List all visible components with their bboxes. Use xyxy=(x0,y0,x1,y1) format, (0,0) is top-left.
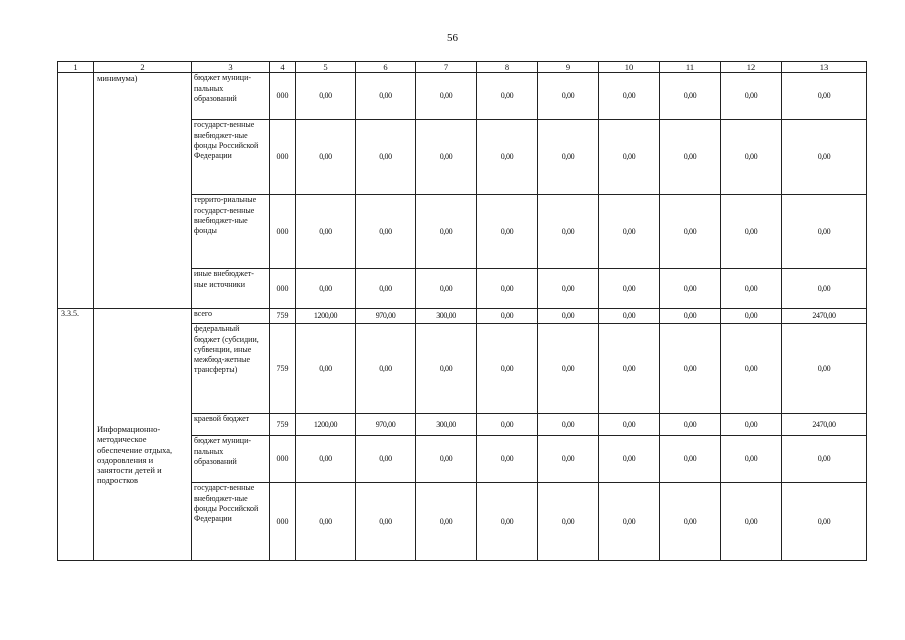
header-cell: 2 xyxy=(94,62,192,73)
header-cell: 10 xyxy=(599,62,660,73)
value-cell: 0,00 xyxy=(660,414,721,436)
value-cell: 0,00 xyxy=(538,436,599,483)
value-cell: 0,00 xyxy=(660,195,721,269)
value-cell: 0,00 xyxy=(721,269,782,309)
value-cell: 970,00 xyxy=(356,414,416,436)
value-cell: 0,00 xyxy=(660,436,721,483)
code-cell: 000 xyxy=(270,483,296,561)
code-cell: 000 xyxy=(270,120,296,195)
funding-source-cell: федеральный бюджет (субсидии, субвенции, иные межбюд-жетные трансферты) xyxy=(192,324,270,414)
value-cell: 0,00 xyxy=(477,324,538,414)
value-cell: 0,00 xyxy=(296,324,356,414)
value-cell: 0,00 xyxy=(660,120,721,195)
value-cell: 0,00 xyxy=(538,120,599,195)
value-cell: 0,00 xyxy=(477,414,538,436)
value-cell: 0,00 xyxy=(660,324,721,414)
value-cell: 0,00 xyxy=(660,309,721,324)
value-cell: 0,00 xyxy=(416,73,477,120)
value-cell: 0,00 xyxy=(477,436,538,483)
value-cell: 0,00 xyxy=(599,414,660,436)
value-cell: 0,00 xyxy=(416,483,477,561)
value-cell: 0,00 xyxy=(356,73,416,120)
value-cell: 300,00 xyxy=(416,309,477,324)
value-cell: 0,00 xyxy=(721,309,782,324)
value-cell: 2470,00 xyxy=(782,309,867,324)
value-cell: 0,00 xyxy=(599,120,660,195)
page-number: 56 xyxy=(447,32,458,44)
value-cell: 0,00 xyxy=(477,309,538,324)
item-number-cell: 3.3.5. xyxy=(58,309,94,561)
header-row xyxy=(58,62,867,73)
code-cell: 000 xyxy=(270,195,296,269)
header-cell: 7 xyxy=(416,62,477,73)
value-cell: 1200,00 xyxy=(296,414,356,436)
value-cell: 0,00 xyxy=(416,324,477,414)
value-cell: 0,00 xyxy=(599,324,660,414)
value-cell: 0,00 xyxy=(416,436,477,483)
value-cell: 0,00 xyxy=(296,483,356,561)
value-cell: 0,00 xyxy=(721,195,782,269)
value-cell: 0,00 xyxy=(599,269,660,309)
value-cell: 970,00 xyxy=(356,309,416,324)
value-cell: 0,00 xyxy=(538,195,599,269)
code-cell: 000 xyxy=(270,436,296,483)
value-cell: 2470,00 xyxy=(782,414,867,436)
value-cell: 0,00 xyxy=(296,195,356,269)
value-cell: 0,00 xyxy=(356,195,416,269)
value-cell: 1200,00 xyxy=(296,309,356,324)
value-cell: 0,00 xyxy=(477,269,538,309)
value-cell: 0,00 xyxy=(660,483,721,561)
funding-source-cell: бюджет муници-пальных образований xyxy=(192,436,270,483)
item-name-cell: Информационно-методическое обеспечение отдыха, оздоровления и занятости детей и подростков xyxy=(94,309,192,561)
value-cell: 0,00 xyxy=(782,269,867,309)
header-cell: 4 xyxy=(270,62,296,73)
header-cell: 5 xyxy=(296,62,356,73)
value-cell: 0,00 xyxy=(356,120,416,195)
value-cell: 0,00 xyxy=(721,120,782,195)
value-cell: 0,00 xyxy=(296,120,356,195)
value-cell: 0,00 xyxy=(416,120,477,195)
header-cell: 12 xyxy=(721,62,782,73)
value-cell: 0,00 xyxy=(599,436,660,483)
value-cell: 0,00 xyxy=(538,414,599,436)
funding-source-cell: государст-венные внебюджет-ные фонды Российской Федерации xyxy=(192,483,270,561)
value-cell: 0,00 xyxy=(782,324,867,414)
value-cell: 0,00 xyxy=(538,309,599,324)
value-cell: 0,00 xyxy=(721,483,782,561)
value-cell: 0,00 xyxy=(782,73,867,120)
header-cell: 6 xyxy=(356,62,416,73)
code-cell: 759 xyxy=(270,309,296,324)
funding-source-cell: государст-венные внебюджет-ные фонды Российской Федерации xyxy=(192,120,270,195)
value-cell: 0,00 xyxy=(296,73,356,120)
value-cell: 0,00 xyxy=(599,73,660,120)
value-cell: 0,00 xyxy=(356,436,416,483)
funding-source-cell: бюджет муници-пальных образований xyxy=(192,73,270,120)
header-cell: 13 xyxy=(782,62,867,73)
value-cell: 0,00 xyxy=(356,269,416,309)
value-cell: 0,00 xyxy=(356,324,416,414)
funding-source-cell: краевой бюджет xyxy=(192,414,270,436)
code-cell: 000 xyxy=(270,73,296,120)
value-cell: 0,00 xyxy=(599,195,660,269)
value-cell: 0,00 xyxy=(721,73,782,120)
code-cell: 759 xyxy=(270,324,296,414)
value-cell: 0,00 xyxy=(721,414,782,436)
value-cell: 0,00 xyxy=(477,483,538,561)
value-cell: 0,00 xyxy=(721,324,782,414)
code-cell: 000 xyxy=(270,269,296,309)
value-cell: 0,00 xyxy=(599,309,660,324)
table-row xyxy=(58,73,867,120)
value-cell: 0,00 xyxy=(416,269,477,309)
item-number-cell xyxy=(58,73,94,309)
value-cell: 0,00 xyxy=(538,324,599,414)
value-cell: 0,00 xyxy=(416,195,477,269)
value-cell: 0,00 xyxy=(477,73,538,120)
header-cell: 1 xyxy=(58,62,94,73)
value-cell: 0,00 xyxy=(721,436,782,483)
value-cell: 0,00 xyxy=(296,436,356,483)
value-cell: 0,00 xyxy=(660,73,721,120)
table-row xyxy=(58,309,867,324)
value-cell: 0,00 xyxy=(660,269,721,309)
value-cell: 0,00 xyxy=(538,73,599,120)
value-cell: 0,00 xyxy=(538,269,599,309)
funding-source-cell: иные внебюджет-ные источники xyxy=(192,269,270,309)
header-cell: 3 xyxy=(192,62,270,73)
value-cell: 0,00 xyxy=(477,195,538,269)
value-cell: 0,00 xyxy=(296,269,356,309)
item-name-cell: минимума) xyxy=(94,73,192,309)
value-cell: 0,00 xyxy=(782,120,867,195)
value-cell: 0,00 xyxy=(782,483,867,561)
funding-source-cell: террито-риальные государст-венные внебюджет-ные фонды xyxy=(192,195,270,269)
header-cell: 11 xyxy=(660,62,721,73)
value-cell: 0,00 xyxy=(782,436,867,483)
header-cell: 9 xyxy=(538,62,599,73)
value-cell: 0,00 xyxy=(599,483,660,561)
header-cell: 8 xyxy=(477,62,538,73)
value-cell: 0,00 xyxy=(538,483,599,561)
value-cell: 0,00 xyxy=(782,195,867,269)
value-cell: 0,00 xyxy=(356,483,416,561)
value-cell: 0,00 xyxy=(477,120,538,195)
code-cell: 759 xyxy=(270,414,296,436)
budget-table xyxy=(57,61,867,561)
value-cell: 300,00 xyxy=(416,414,477,436)
funding-source-cell: всего xyxy=(192,309,270,324)
